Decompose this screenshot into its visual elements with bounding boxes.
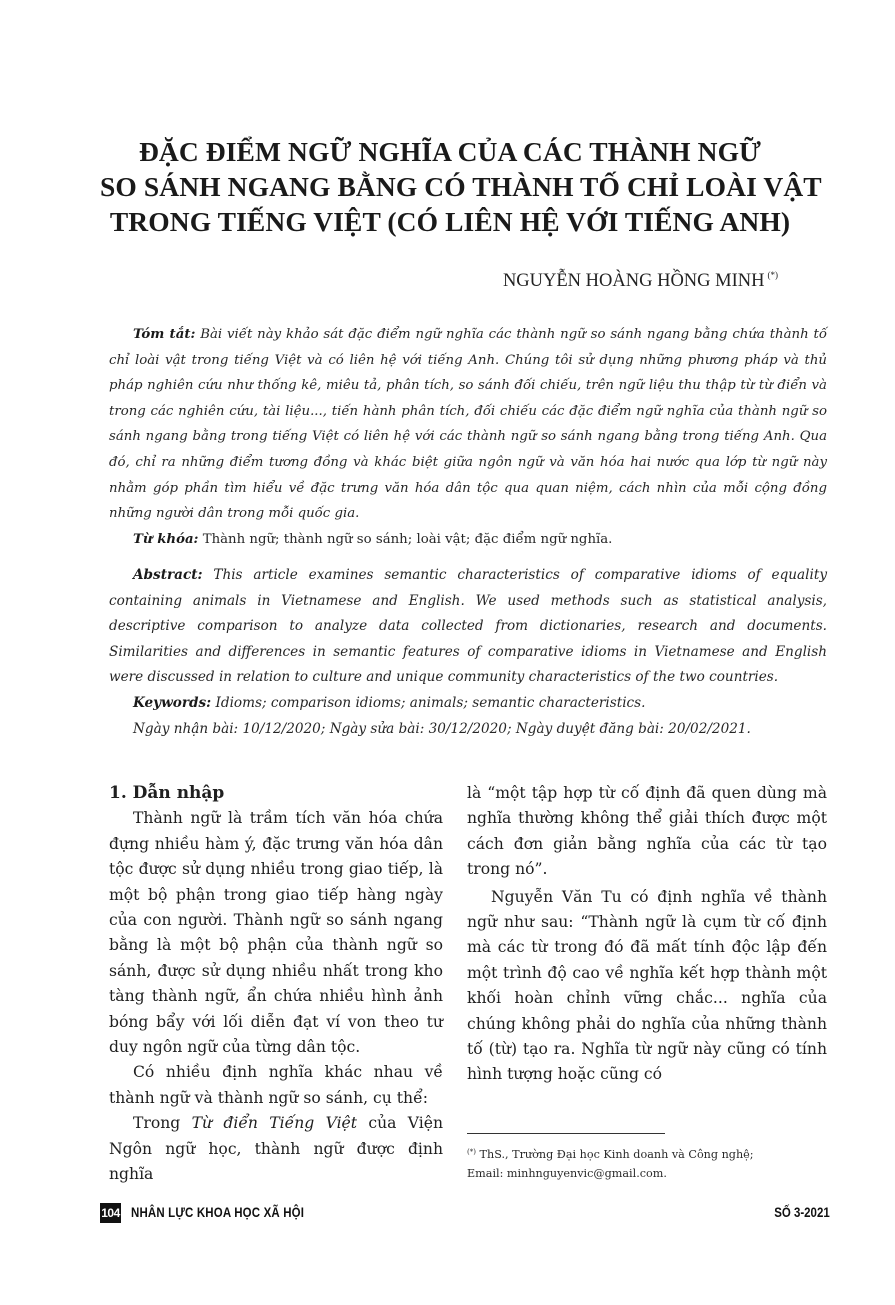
keywords-label: Keywords: <box>133 694 212 711</box>
footnote-marker: (*) <box>467 1148 476 1156</box>
author-byline <box>503 270 778 292</box>
body-paragraph <box>109 1111 443 1187</box>
abstract-paragraph <box>109 322 827 527</box>
body-paragraph: Có nhiều định nghĩa khác nhau về thành ngữ và thành ngữ so sánh, cụ thể: <box>109 1063 443 1107</box>
abstract-label: Abstract: <box>133 567 203 583</box>
keywords-text: Thành ngữ; thành ngữ so sánh; loài vật; đặc điểm ngữ nghĩa. <box>198 531 613 547</box>
text-span: của Viện Ngôn ngữ học, thành ngữ được định nghĩa <box>109 1114 444 1184</box>
english-abstract <box>109 563 827 742</box>
keywords-paragraph <box>109 691 827 717</box>
body-right-column <box>467 781 827 1088</box>
body-paragraph: Thành ngữ là trầm tích văn hóa chứa đựng nhiều hàm ý, đặc trưng văn hóa dân tộc được sử dụng nhiều trong giao tiếp, là một bộ phận trong giao tiếp hàng ngày của con người. Thành ngữ so sánh ngang bằng là một bộ phận của thành ngữ so sánh, được sử dụng nhiều nhất trong kho tàng thành ngữ, ẩn chứa nhiều hình ảnh bóng bẩy với lối diễn đạt ví von theo tư duy ngôn ngữ của từng dân tộc. <box>109 809 443 1057</box>
keywords-label: Từ khóa: <box>133 531 199 547</box>
page-footer <box>100 1203 830 1225</box>
author-name: NGUYỄN HOÀNG HỒNG MINH <box>502 271 765 291</box>
title-line: TRONG TIẾNG VIỆT (CÓ LIÊN HỆ VỚI TIẾNG ANH) <box>109 206 791 237</box>
body-paragraph: Nguyễn Văn Tu có định nghĩa về thành ngữ như sau: “Thành ngữ là cụm từ cố định mà các từ trong đó đã mất tính độc lập đến một trình độ cao về nghĩa kết hợp thành một khối hoàn chỉnh vững chắc... nghĩa của chúng không phải do nghĩa của những thành tố (từ) tạo ra. Nghĩa từ ngữ này cũng có tính hình tượng hoặc cũng có <box>467 887 827 1084</box>
dictionary-title: Từ điển Tiếng Việt <box>191 1114 358 1133</box>
abstract-text: Bài viết này khảo sát đặc điểm ngữ nghĩa các thành ngữ so sánh ngang bằng chứa thành tố chỉ loài vật trong tiếng Việt và có liên hệ với tiếng Anh. Chúng tôi sử dụng những phương pháp và thủ pháp nghiên cứu như thống kê, miêu tả, phân tích, so sánh đối chiếu, trên ngữ liệu thu thập từ từ điển và trong các nghiên cứu, tài liệu..., tiến hành phân tích, đối chiếu các đặc điểm ngữ nghĩa của thành ngữ so sánh ngang bằng trong tiếng Việt có liên hệ với các thành ngữ so sánh ngang bằng trong tiếng Anh. Qua đó, chỉ ra những điểm tương đồng và khác biệt giữa ngôn ngữ và văn hóa hai nước qua lớp từ ngữ này nhằm góp phần tìm hiểu về đặc trưng văn hóa dân tộc qua quan niệm, cách nhìn của mỗi cộng đồng những người dân trong mỗi quốc gia. <box>109 327 827 522</box>
body-paragraph: là “một tập hợp từ cố định đã quen dùng mà nghĩa thường không thể giải thích được một cách đơn giản bằng nghĩa của các từ tạo trong nó”. <box>467 784 827 879</box>
footnote-divider <box>467 1133 665 1134</box>
footnote-affiliation: ThS., Trường Đại học Kinh doanh và Công nghệ; <box>475 1148 754 1161</box>
footnote-email: Email: minhnguyenvic@gmail.com. <box>467 1167 667 1180</box>
text-span: Trong <box>133 1114 192 1133</box>
abstract-text: This article examines semantic characteristics of comparative idioms of equality containing animals in Vietnamese and English. We used methods such as statistical analysis, descriptive comparison to analyze data collected from dictionaries, research and documents. Similarities and differences in semantic features of comparative idioms in Vietnamese and English were discussed in relation to culture and unique community characteristics of the two countries. <box>109 567 827 686</box>
issue-number: SỐ 3-2021 <box>774 1204 830 1220</box>
footnote-line <box>467 1143 837 1164</box>
footnote <box>467 1143 837 1183</box>
section-heading: 1. Dẫn nhập <box>109 783 225 803</box>
keywords-text: Idioms; comparison idioms; animals; semantic characteristics. <box>211 694 646 711</box>
title-line: SO SÁNH NGANG BẰNG CÓ THÀNH TỐ CHỈ LOÀI VẬT <box>100 171 822 202</box>
abstract-label: Tóm tắt: <box>133 327 196 342</box>
journal-name: NHÂN LỰC KHOA HỌC XÃ HỘI <box>131 1204 305 1220</box>
abstract-paragraph <box>109 563 827 691</box>
article-title <box>100 134 822 239</box>
body-left-column <box>109 781 443 1188</box>
keywords-paragraph <box>109 527 827 553</box>
vietnamese-abstract <box>109 322 827 552</box>
page-number: 104 <box>100 1203 121 1223</box>
author-footnote-marker: (*) <box>767 270 778 280</box>
title-line: ĐẶC ĐIỂM NGỮ NGHĨA CỦA CÁC THÀNH NGỮ <box>138 136 762 167</box>
dates-line: Ngày nhận bài: 10/12/2020; Ngày sửa bài: 30/12/2020; Ngày duyệt đăng bài: 20/02/2021. <box>133 720 751 737</box>
